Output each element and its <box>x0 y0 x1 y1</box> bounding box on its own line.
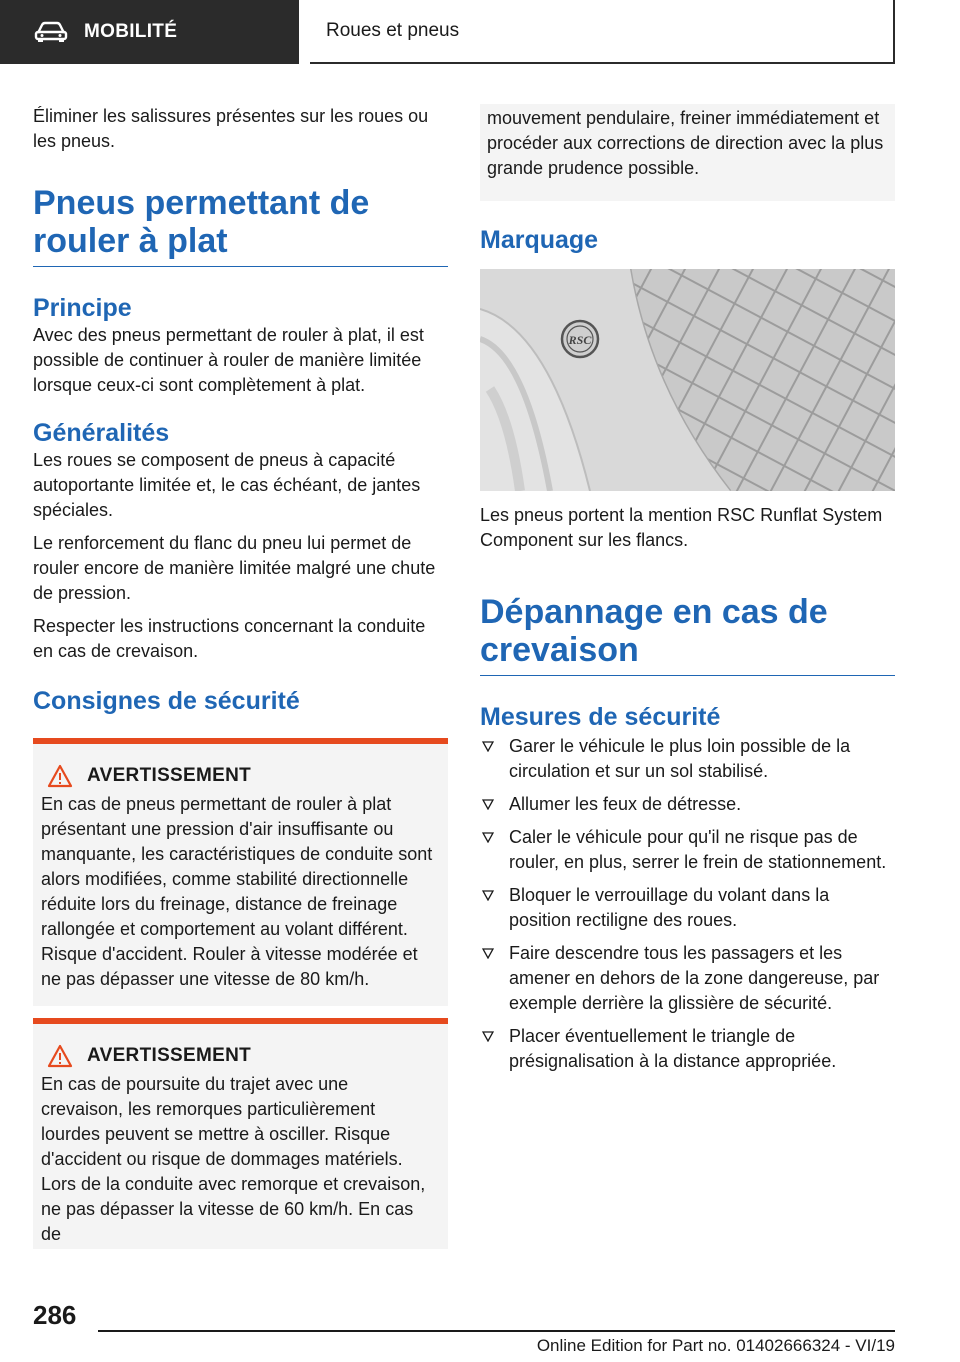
triangle-bullet-icon <box>482 741 494 752</box>
list-item <box>480 1024 895 1074</box>
generalites-p3: Respecter les instructions concernant la conduite en cas de crevaison. <box>33 616 426 661</box>
list-item-text: Bloquer le verrouillage du volant dans la position rectiligne des roues. <box>509 885 830 930</box>
heading-consignes: Consignes de sécurité <box>33 687 300 715</box>
header-chapter <box>310 0 895 64</box>
right-column <box>480 104 895 1082</box>
list-item-text: Garer le véhicule le plus loin possible de la circulation et sur un sol stabilisé. <box>509 736 851 781</box>
header-chapter-title: Roues et pneus <box>326 20 460 41</box>
list-item <box>480 792 895 817</box>
list-item <box>480 825 895 875</box>
warning-triangle-icon <box>47 1044 73 1068</box>
warning-text-2-continued: mouvement pendulaire, freiner immédiatement et procéder aux corrections de direction avec la plus grande prudence possible. <box>487 108 884 178</box>
marquage-caption: Les pneus portent la mention RSC Runflat System Component sur les flancs. <box>480 505 883 550</box>
left-column <box>33 104 448 1249</box>
car-icon <box>34 21 68 43</box>
heading-principe: Principe <box>33 294 132 322</box>
warning-box-2 <box>33 1018 448 1249</box>
safety-steps-list <box>480 734 895 1074</box>
triangle-bullet-icon <box>482 948 494 959</box>
list-item-text: Faire descendre tous les passagers et les amener en dehors de la zone dangereuse, par exemple derrière la glissière de sécurité. <box>509 943 880 1013</box>
list-item-text: Allumer les feux de détresse. <box>509 794 742 814</box>
warning-box-2-continued <box>480 104 895 201</box>
list-item <box>480 734 895 784</box>
triangle-bullet-icon <box>482 799 494 810</box>
tire-marking-illustration <box>480 269 895 491</box>
heading-depannage: Dépannage en cas de crevaison <box>480 593 895 676</box>
triangle-bullet-icon <box>482 832 494 843</box>
heading-marquage: Marquage <box>480 226 599 254</box>
warning-box-1 <box>33 738 448 1006</box>
warning-title-row <box>41 764 434 788</box>
list-item-text: Caler le véhicule pour qu'il ne risque pas de rouler, en plus, serrer le frein de stationnement. <box>509 827 887 872</box>
warning-title: AVERTISSEMENT <box>87 1045 252 1066</box>
warning-triangle-icon <box>47 764 73 788</box>
triangle-bullet-icon <box>482 890 494 901</box>
intro-text: Éliminer les salissures présentes sur les roues ou les pneus. <box>33 106 429 151</box>
warning-title: AVERTISSEMENT <box>87 765 252 786</box>
generalites-p2: Le renforcement du flanc du pneu lui permet de rouler encore de manière limitée malgré une chute de pression. <box>33 533 436 603</box>
heading-generalites: Généralités <box>33 419 170 447</box>
rsc-logo: RSC <box>568 333 592 347</box>
header-section-title: MOBILITÉ <box>84 21 178 42</box>
principe-text: Avec des pneus permettant de rouler à plat, il est possible de continuer à rouler de manière limitée lorsque ceux-ci sont complètement à plat. <box>33 325 424 395</box>
generalites-p1: Les roues se composent de pneus à capacité autoportante limitée et, le cas échéant, de jantes spéciales. <box>33 450 421 520</box>
list-item <box>480 883 895 933</box>
footer-divider <box>98 1330 895 1332</box>
warning-text-1: En cas de pneus permettant de rouler à plat présentant une pression d'air insuffisante ou manquante, les caractéristiques de conduite sont alors modifiées, comme stabilité directionnelle réduite lors du freinage, distance de freinage rallongée et comportement au volant différent. Risque d'accident. Rouler à vitesse modérée et ne pas dépasser une vitesse de 80 km/h. <box>41 794 433 989</box>
list-item <box>480 941 895 1016</box>
heading-mesures: Mesures de sécurité <box>480 703 721 731</box>
triangle-bullet-icon <box>482 1031 494 1042</box>
page-number: 286 <box>33 1300 77 1330</box>
edition-note: Online Edition for Part no. 01402666324 - VI/19 <box>536 1336 895 1355</box>
warning-title-row <box>41 1044 434 1068</box>
warning-text-2: En cas de poursuite du trajet avec une crevaison, les remorques particulièrement lourdes peuvent se mettre à osciller. Risque d'accident ou risque de dommages matériels. Lors de la conduite avec remorque et crevaison, ne pas dépasser la vitesse de 60 km/h. En cas de <box>41 1074 426 1244</box>
header-section-tab <box>0 0 299 64</box>
heading-runflat: Pneus permettant de rouler à plat <box>33 184 448 267</box>
list-item-text: Placer éventuellement le triangle de présignalisation à la distance appropriée. <box>509 1026 837 1071</box>
